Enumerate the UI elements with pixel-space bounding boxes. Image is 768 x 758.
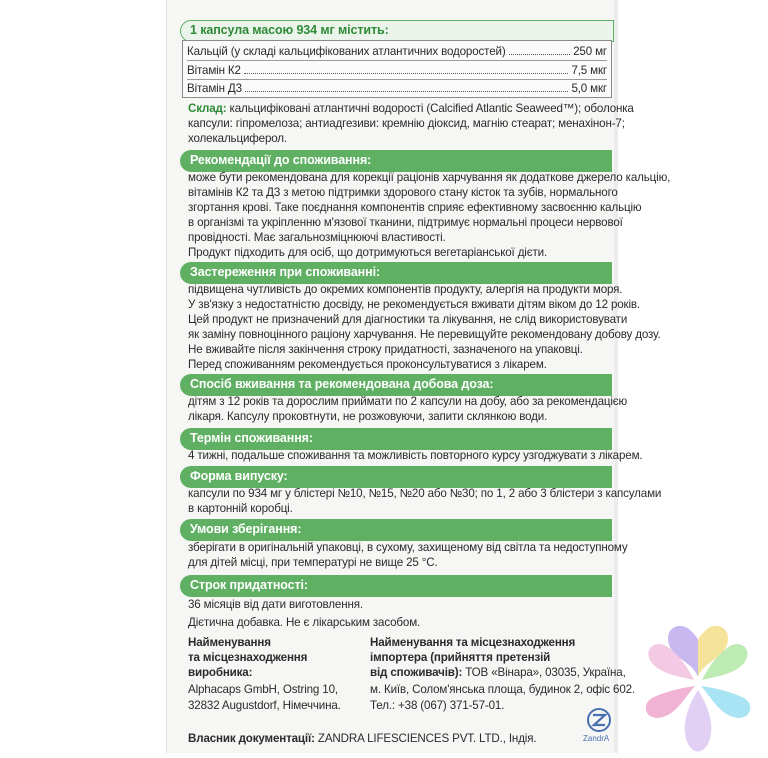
ingredients-line: Склад: кальцифіковані атлантичні водорості (Calcified Atlantic Seaweed™); оболонка: [188, 102, 634, 115]
owner-label: Власник документації:: [188, 732, 315, 745]
manufacturer-title: та місцезнаходження: [188, 651, 308, 664]
ingredients-line: капсули: гіпромелоза; антиадгезиви: кремнію діоксид, магнію стеарат; менахінон-7;: [188, 117, 625, 130]
section-title-form: Форма випуску:: [190, 469, 288, 483]
text-line: Перед споживанням рекомендується проконсультуватися з лікарем.: [188, 358, 547, 371]
text-line: Не вживайте після закінчення строку придатності, зазначеного на упаковці.: [188, 343, 583, 356]
manufacturer-address: Alphacaps GmbH, Ostring 10,: [188, 683, 338, 696]
ingredients-line: холекальциферол.: [188, 132, 287, 145]
text-line: лікаря. Капсулу проковтнути, не розжовуючи, запити склянкою води.: [188, 410, 548, 423]
text-line: підвищена чутливість до окремих компонентів продукту, алергія на продукти моря.: [188, 283, 623, 296]
section-title-dosage: Спосіб вживання та рекомендована добова доза:: [190, 377, 494, 391]
importer-address: м. Київ, Солом'янська площа, будинок 2, офіс 602.: [370, 683, 635, 696]
text-line: капсули по 934 мг у блістері №10, №15, №20 або №30; по 1, 2 або 3 блістери з капсулами: [188, 487, 662, 500]
text-line: вітамінів К2 та Д3 з метою підтримки здорового стану кісток та зубів, нормального: [188, 186, 618, 199]
importer-title: імпортера (прийняття претензій: [370, 651, 551, 664]
dot-leader: [245, 91, 569, 92]
composition-name: Кальцій (у складі кальцифікованих атлантичних водоростей): [187, 45, 506, 58]
text-line: може бути рекомендована для корекції раціонів харчування як додаткове джерело кальцію,: [188, 171, 671, 184]
text-line: Продукт підходить для осіб, що дотримуються вегетаріанської дієти.: [188, 246, 548, 259]
section-title-recommendations: Рекомендації до споживання:: [190, 153, 372, 167]
composition-value: 7,5 мкг: [571, 64, 607, 77]
composition-value: 5,0 мкг: [571, 82, 607, 95]
text-line: в картонній коробці.: [188, 502, 293, 515]
section-title-storage: Умови зберігання:: [190, 522, 302, 536]
composition-name: Вітамін Д3: [187, 82, 242, 95]
section-title-warnings: Застереження при споживанні:: [190, 265, 381, 279]
importer-line: від споживачів): ТОВ «Вінара», 03035, Україна,: [370, 666, 626, 679]
composition-header: 1 капсула масою 934 мг містить:: [190, 23, 389, 37]
text-line: згортання крові. Таке поєднання компонентів сприяє ефективному засвоєнню кальцію: [188, 201, 642, 214]
text-line: Цей продукт не призначений для діагностики та лікування, не слід використовувати: [188, 313, 628, 326]
composition-row: [187, 79, 607, 95]
composition-row: [187, 61, 607, 77]
text-line: як заміну повноцінного раціону харчування. Не перевищуйте рекомендовану добову дозу.: [188, 328, 661, 341]
zandra-logo: [586, 706, 612, 750]
manufacturer-title: Найменування: [188, 636, 271, 649]
section-title-shelf-life: Строк придатності:: [190, 578, 308, 592]
text-line: 36 місяців від дати виготовлення.: [188, 598, 363, 611]
manufacturer-title: виробника:: [188, 666, 253, 679]
text-line: У зв'язку з недостатністю досвіду, не рекомендується вживати дітям віком до 12 років.: [188, 298, 640, 311]
section-title-term: Термін споживання:: [190, 431, 313, 445]
dot-leader: [509, 54, 571, 55]
text-line: Дієтична добавка. Не є лікарським засобом.: [188, 616, 421, 629]
owner-line: [188, 731, 536, 746]
composition-row: [187, 42, 607, 58]
manufacturer-address: 32832 Augustdorf, Німеччина.: [188, 699, 341, 712]
heart-flower-icon: [628, 616, 768, 753]
composition-value: 250 мг: [573, 45, 607, 58]
logo-text: ZandrA: [583, 734, 610, 743]
owner-value: ZANDRA LIFESCIENCES PVT. LTD., Індія.: [314, 732, 537, 745]
text-line: дітям з 12 років та дорослим приймати по 2 капсули на добу, або за рекомендацією: [188, 395, 628, 408]
importer-phone: Тел.: +38 (067) 371-57-01.: [370, 699, 505, 712]
composition-table: [182, 40, 612, 98]
text-line: 4 тижні, подальше споживання та можливість повторного курсу узгоджувати з лікарем.: [188, 449, 643, 462]
text-line: зберігати в оригінальній упаковці, в сухому, захищеному від світла та недоступному: [188, 541, 628, 554]
text-line: в організмі та укріпленню м'язової тканини, підтримує нормальні процеси нервової: [188, 216, 623, 229]
text-line: провідності. Має загальнозміцнюючі властивості.: [188, 231, 446, 244]
text-line: для дітей місці, при температурі не вище 25 °С.: [188, 556, 438, 569]
ingredients-label: Склад:: [188, 102, 227, 115]
dot-leader: [244, 73, 569, 74]
importer-title: Найменування та місцезнаходження: [370, 636, 576, 649]
composition-name: Вітамін К2: [187, 64, 241, 77]
